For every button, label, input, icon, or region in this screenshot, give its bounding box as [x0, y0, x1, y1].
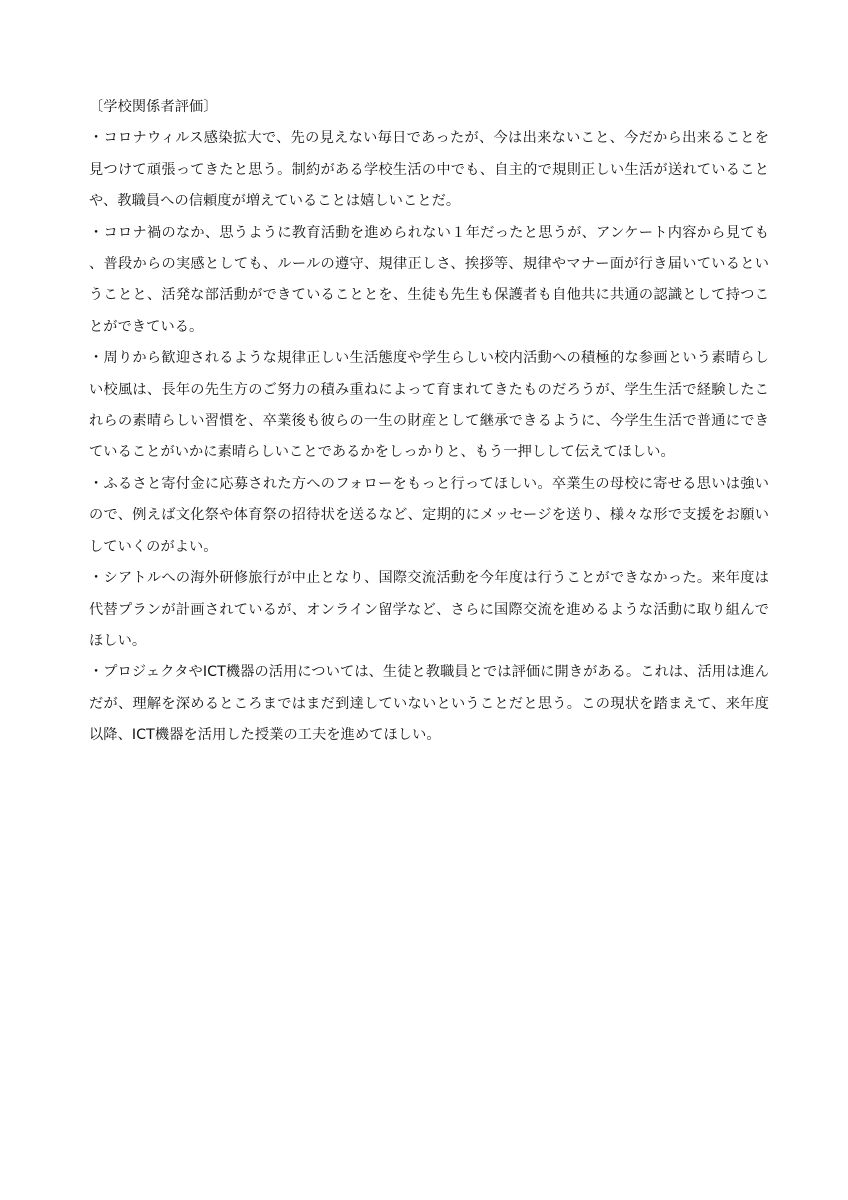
evaluation-item-donations: ・ふるさと寄付金に応募された方へのフォローをもっと行ってほしい。卒業生の母校に寄せる思いは強いので、例えば文化祭や体育祭の招待状を送るなど、定期的にメッセージを送り、様々な形で支援をお願いしていくのがよい。: [89, 475, 769, 555]
section-heading: 〔学校関係者評価〕: [89, 99, 218, 115]
evaluation-item-covid: ・コロナウィルス感染拡大で、先の見えない毎日であったが、今は出来ないこと、今だから出来ることを見つけて頑張ってきたと思う。制約がある学校生活の中でも、自主的で規則正しい生活が送れていることや、教職員への信頼度が増えていることは嬉しいことだ。: [89, 130, 769, 210]
document-body: [89, 92, 769, 752]
evaluation-item-ict: ・プロジェクタやICT機器の活用については、生徒と教職員とでは評価に開きがある。これは、活用は進んだが、理解を深めるところまではまだ到達していないということだと思う。この現状を踏まえて、来年度以降、ICT機器を活用した授業の工夫を進めてほしい。: [89, 664, 769, 744]
evaluation-item-education-activities: ・コロナ禍のなか、思うように教育活動を進められない１年だったと思うが、アンケート内容から見ても、普段からの実感としても、ルールの遵守、規律正しさ、挨拶等、規律やマナー面が行き届いているということと、活発な部活動ができていることとを、生徒も先生も保護者も自他共に共通の認識として持つことができている。: [89, 224, 769, 335]
evaluation-item-school-culture: ・周りから歓迎されるような規律正しい生活態度や学生らしい校内活動への積極的な参画という素晴らしい校風は、長年の先生方のご努力の積み重ねによって育まれてきたものだろうが、学生生活で経験したこれらの素晴らしい習慣を、卒業後も彼らの一生の財産として継承できるように、今学生生活で普通にできていることがいかに素晴らしいことであるかをしっかりと、もう一押しして伝えてほしい。: [89, 350, 769, 461]
evaluation-item-international-exchange: ・シアトルへの海外研修旅行が中止となり、国際交流活動を今年度は行うことができなかった。来年度は代替プランが計画されているが、オンライン留学など、さらに国際交流を進めるような活動に取り組んでほしい。: [89, 570, 769, 649]
